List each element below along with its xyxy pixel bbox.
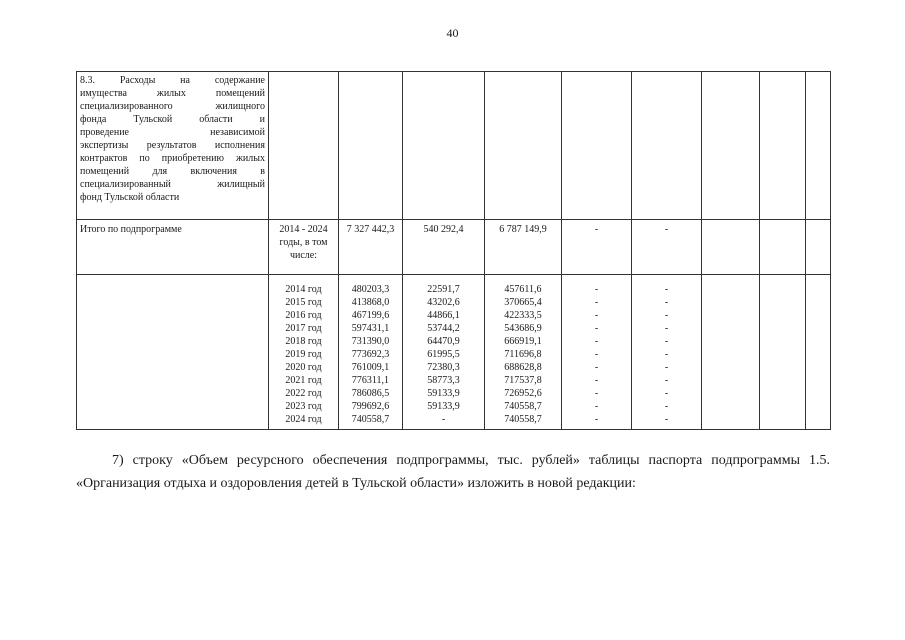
description-line: экспертизы результатов исполнения	[80, 140, 265, 151]
years-col5-cell	[632, 275, 702, 430]
year-col2: 44866,1	[427, 310, 460, 321]
year-label: 2022 год	[285, 388, 322, 399]
year-col4: -	[594, 414, 599, 425]
total-col5-cell	[632, 220, 702, 275]
total-col5: -	[664, 224, 669, 235]
description-line: специализированного жилищного	[80, 101, 265, 112]
year-col5: -	[664, 323, 669, 334]
year-label: 2016 год	[285, 310, 322, 321]
total-col4: -	[594, 224, 599, 235]
year-col2: 53744,2	[427, 323, 460, 334]
empty-cell	[760, 220, 806, 275]
year-label: 2021 год	[285, 375, 322, 386]
total-amount-cell	[339, 220, 403, 275]
year-col2: 61995,5	[427, 349, 460, 360]
year-col4: -	[594, 310, 599, 321]
description-line: 8.3. Расходы на содержание	[80, 75, 265, 86]
table-row-total	[77, 220, 831, 275]
year-col4: -	[594, 349, 599, 360]
description-line: фонд Тульской области	[80, 192, 180, 203]
total-label-cell	[77, 220, 269, 275]
years-col3-cell	[485, 275, 562, 430]
year-col3: 711696,8	[504, 349, 542, 360]
year-total: 799692,6	[351, 401, 390, 412]
empty-cell	[702, 275, 760, 430]
year-col4: -	[594, 388, 599, 399]
year-col5: -	[664, 284, 669, 295]
empty-cell	[485, 72, 562, 220]
year-col3: 457611,6	[504, 284, 542, 295]
year-label: 2020 год	[285, 362, 322, 373]
year-col2: 58773,3	[427, 375, 460, 386]
total-col4-cell	[562, 220, 632, 275]
description-line: проведение независимой	[80, 127, 265, 138]
year-col5: -	[664, 375, 669, 386]
year-col5: -	[664, 362, 669, 373]
total-col3: 6 787 149,9	[499, 224, 547, 235]
empty-cell	[269, 72, 339, 220]
row-8-3-description	[77, 72, 269, 220]
year-total: 773692,3	[351, 349, 390, 360]
table-row-8-3	[77, 72, 831, 220]
total-period-cell	[269, 220, 339, 275]
year-col3: 422333,5	[504, 310, 542, 321]
year-col2: 72380,3	[427, 362, 460, 373]
total-label: Итого по подпрограмме	[80, 224, 182, 235]
year-col3: 543686,9	[504, 323, 542, 334]
year-col3: 666919,1	[504, 336, 542, 347]
empty-cell	[806, 72, 831, 220]
year-total: 786086,5	[351, 388, 390, 399]
year-col4: -	[594, 297, 599, 308]
year-total: 731390,0	[351, 336, 390, 347]
year-total: 761009,1	[351, 362, 390, 373]
total-amount: 7 327 442,3	[346, 224, 395, 235]
empty-cell	[806, 220, 831, 275]
year-col4: -	[594, 336, 599, 347]
empty-cell	[760, 275, 806, 430]
years-totals-cell	[339, 275, 403, 430]
year-col4: -	[594, 284, 599, 295]
year-label: 2014 год	[285, 284, 322, 295]
description-line: специализированный жилищный	[80, 179, 265, 190]
budget-table	[76, 71, 831, 430]
year-label: 2019 год	[285, 349, 322, 360]
period-line: числе:	[289, 250, 318, 261]
description-line: контрактов по приобретению жилых	[80, 153, 265, 164]
year-col3: 740558,7	[504, 414, 542, 425]
period-line: 2014 - 2024	[279, 224, 328, 235]
years-cell	[269, 275, 339, 430]
year-total: 776311,1	[351, 375, 390, 386]
empty-cell	[806, 275, 831, 430]
description-line: помещений для включения в	[80, 166, 265, 177]
year-col2: 59133,9	[427, 388, 460, 399]
year-label: 2018 год	[285, 336, 322, 347]
description-line: фонда Тульской области и	[80, 114, 265, 125]
years-col4-cell	[562, 275, 632, 430]
year-col5: -	[664, 414, 669, 425]
year-col3: 726952,6	[504, 388, 542, 399]
total-col3-cell	[485, 220, 562, 275]
total-col2-cell	[403, 220, 485, 275]
total-col2: 540 292,4	[423, 224, 464, 235]
year-col5: -	[664, 310, 669, 321]
year-col5: -	[664, 297, 669, 308]
empty-cell	[77, 275, 269, 430]
year-label: 2023 год	[285, 401, 322, 412]
year-col4: -	[594, 362, 599, 373]
empty-cell	[403, 72, 485, 220]
year-col4: -	[594, 375, 599, 386]
year-col2: 43202,6	[427, 297, 460, 308]
amendment-paragraph: 7) строку «Объем ресурсного обеспечения подпрограммы, тыс. рублей» таблицы паспорта подпрограммы 1.5. «Организация отдыха и оздоровления детей в Тульской области» изложить в новой редакции:	[76, 453, 830, 491]
year-label: 2024 год	[285, 414, 322, 425]
year-col2: 64470,9	[427, 336, 460, 347]
year-label: 2015 год	[285, 297, 322, 308]
year-col5: -	[664, 401, 669, 412]
year-total: 740558,7	[351, 414, 390, 425]
empty-cell	[702, 72, 760, 220]
year-total: 467199,6	[351, 310, 390, 321]
page-number: 40	[446, 26, 459, 40]
year-total: 597431,1	[351, 323, 390, 334]
period-line: годы, в том	[279, 237, 328, 248]
year-col4: -	[594, 401, 599, 412]
year-col4: -	[594, 323, 599, 334]
table-row-years	[77, 275, 831, 430]
empty-cell	[760, 72, 806, 220]
empty-cell	[632, 72, 702, 220]
year-col5: -	[664, 336, 669, 347]
year-col3: 717537,8	[504, 375, 542, 386]
year-total: 413868,0	[351, 297, 390, 308]
empty-cell	[562, 72, 632, 220]
year-col2: -	[441, 414, 446, 425]
description-line: имущества жилых помещений	[80, 88, 265, 99]
year-col2: 22591,7	[427, 284, 460, 295]
year-col3: 370665,4	[504, 297, 542, 308]
year-col3: 740558,7	[504, 401, 542, 412]
year-col5: -	[664, 349, 669, 360]
empty-cell	[702, 220, 760, 275]
years-col2-cell	[403, 275, 485, 430]
year-total: 480203,3	[351, 284, 390, 295]
year-col2: 59133,9	[427, 401, 460, 412]
year-col3: 688628,8	[504, 362, 542, 373]
empty-cell	[339, 72, 403, 220]
year-col5: -	[664, 388, 669, 399]
year-label: 2017 год	[285, 323, 322, 334]
